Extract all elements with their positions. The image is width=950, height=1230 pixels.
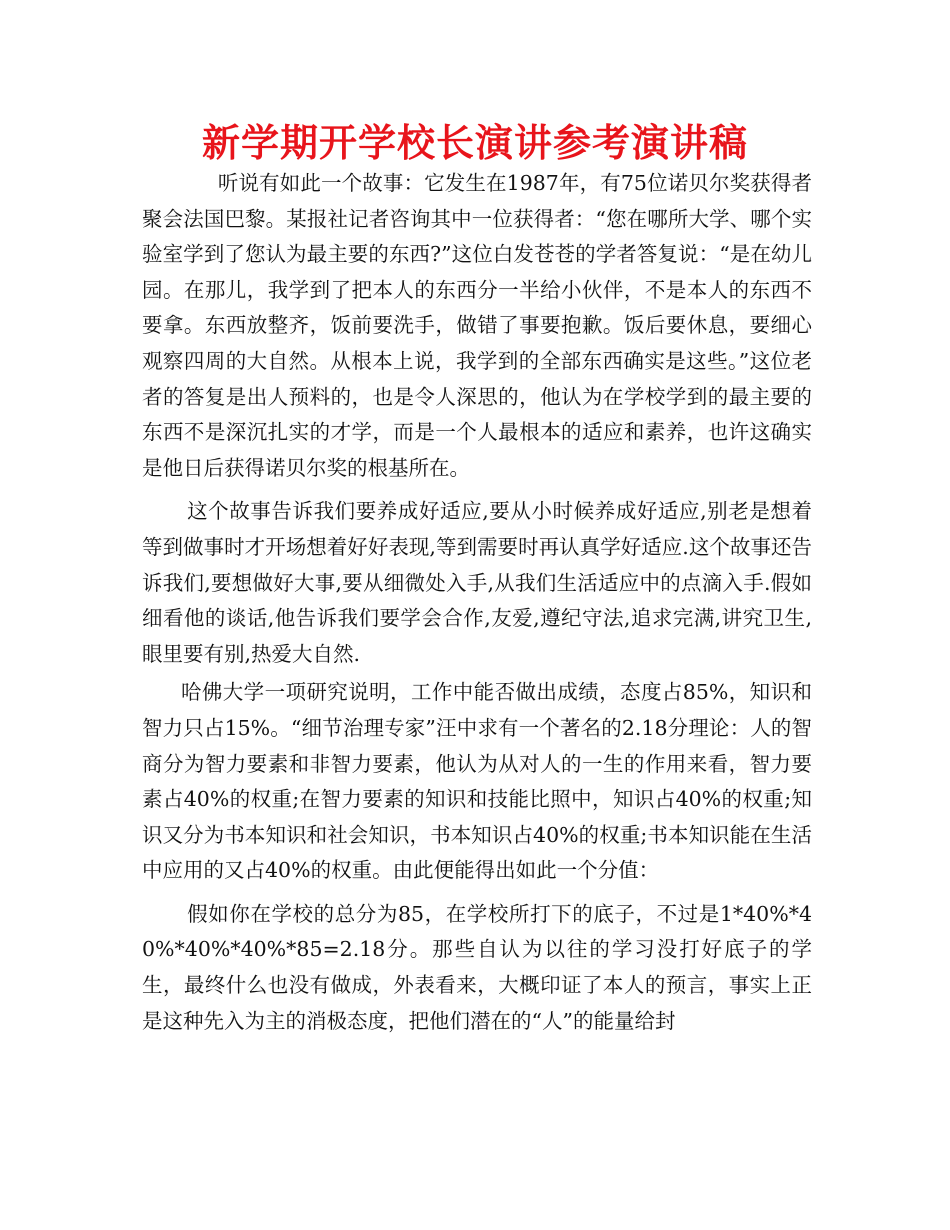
- paragraph-score-calculation: 假如你在学校的总分为85，在学校所打下的底子，不过是1*40%*40%*40%*40%*85=2.18分。那些自认为以往的学习没打好底子的学生，最终什么也没有做成，外表看来，大概印证了本人的预言，事实上正是这种先入为主的消极态度，把他们潜在的“人”的能量给封: [142, 901, 812, 1033]
- document-title: 新学期开学校长演讲参考演讲稿: [201, 121, 748, 165]
- document-body: [142, 166, 812, 1039]
- paragraph-good-habits: 这个故事告诉我们要养成好适应,要从小时候养成好适应,别老是想着等到做事时才开场想着好好表现,等到需要时再认真学好适应.这个故事还告诉我们,要想做好大事,要从细微处入手,从我们生活适应中的点滴入手.假如细看他的谈话,他告诉我们要学会合作,友爱,遵纪守法,追求完满,讲究卫生,眼里要有别,热爱大自然.: [142, 499, 812, 666]
- paragraph-nobel-story: 听说有如此一个故事：它发生在1987年，有75位诺贝尔奖获得者聚会法国巴黎。某报社记者咨询其中一位获得者：“您在哪所大学、哪个实验室学到了您认为最主要的东西?”这位白发苍苍的学者答复说：“是在幼儿园。在那儿，我学到了把本人的东西分一半给小伙伴，不是本人的东西不要拿。东西放整齐，饭前要洗手，做错了事要抱歉。饭后要休息，要细心观察四周的大自然。从根本上说，我学到的全部东西确实是这些。”这位老者的答复是出人预料的，也是令人深思的，他认为在学校学到的最主要的东西不是深沉扎实的才学，而是一个人最根本的适应和素养，也许这确实是他日后获得诺贝尔奖的根基所在。: [142, 171, 812, 480]
- paragraph-harvard-research: 哈佛大学一项研究说明，工作中能否做出成绩，态度占85%，知识和智力只占15%。“细节治理专家”汪中求有一个著名的2.18分理论：人的智商分为智力要素和非智力要素，他认为从对人的一生的作用来看，智力要素占40%的权重;在智力要素的知识和技能比照中，知识占40%的权重;知识又分为书本知识和社会知识，书本知识占40%的权重;书本知识能在生活中应用的又占40%的权重。由此便能得出如此一个分值：: [142, 680, 812, 883]
